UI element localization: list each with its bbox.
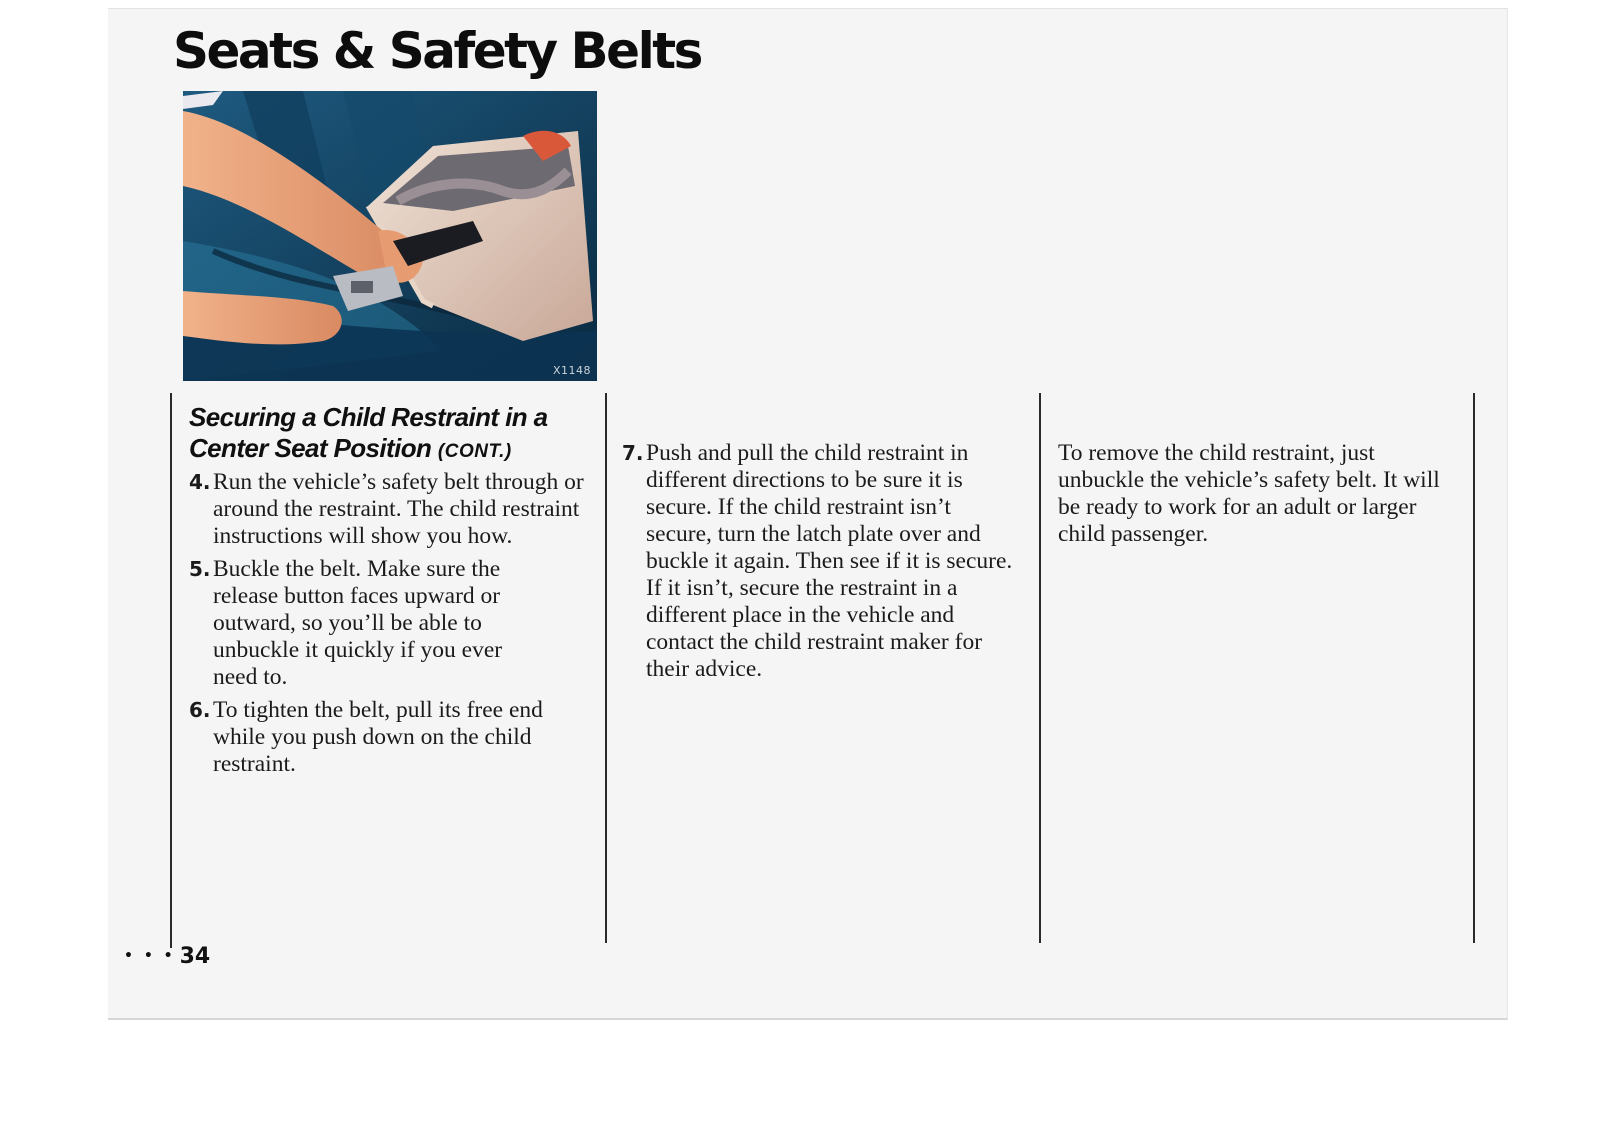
column-divider-2 [605,393,607,943]
page-number-text: 34 [179,944,211,969]
step-7-number: 7. [622,441,644,465]
step-6-text: To tighten the belt, pull its free end while you push down on the child restraint. [213,697,543,777]
child-restraint-photo [183,91,597,381]
page-number [124,944,210,969]
column-divider-1 [170,393,172,948]
column-right [1058,440,1463,548]
column-middle [622,440,1022,689]
step-5-text: Buckle the belt. Make sure the release button faces upward or outward, so you’ll be able to unbuckle it quickly if you ever need to. [213,556,503,690]
section-heading-cont: (CONT.) [437,441,512,462]
step-5-number: 5. [189,557,211,581]
step-4-number: 4. [189,470,211,494]
photo-code: X1148 [552,364,591,377]
step-4-text: Run the vehicle’s safety belt through or around the restraint. The child restraint instructions will show you how. [213,469,584,549]
column-left [189,402,589,784]
page-title: Seats & Safety Belts [173,22,701,80]
step-5 [189,556,529,691]
removal-note: To remove the child restraint, just unbuckle the vehicle’s safety belt. It will be ready to work for an adult or larger child passenger. [1058,440,1440,547]
step-7 [622,440,1022,683]
step-6 [189,697,593,778]
step-7-text: Push and pull the child restraint in different directions to be sure it is secure. If the child restraint isn’t secure, turn the latch plate over and buckle it again. Then see if it is secure. If it isn’t, secure the restraint in a different place in the vehicle and contact the child restraint maker for their advice. [646,440,1013,682]
seat-belt-illustration [183,91,597,381]
section-heading [189,402,589,467]
page-dots: • • • [124,948,176,964]
column-divider-4 [1473,393,1475,943]
step-4 [189,469,589,550]
column-divider-3 [1039,393,1041,943]
step-6-number: 6. [189,698,211,722]
section-heading-text: Securing a Child Restraint in a Center Seat Position [189,402,548,463]
